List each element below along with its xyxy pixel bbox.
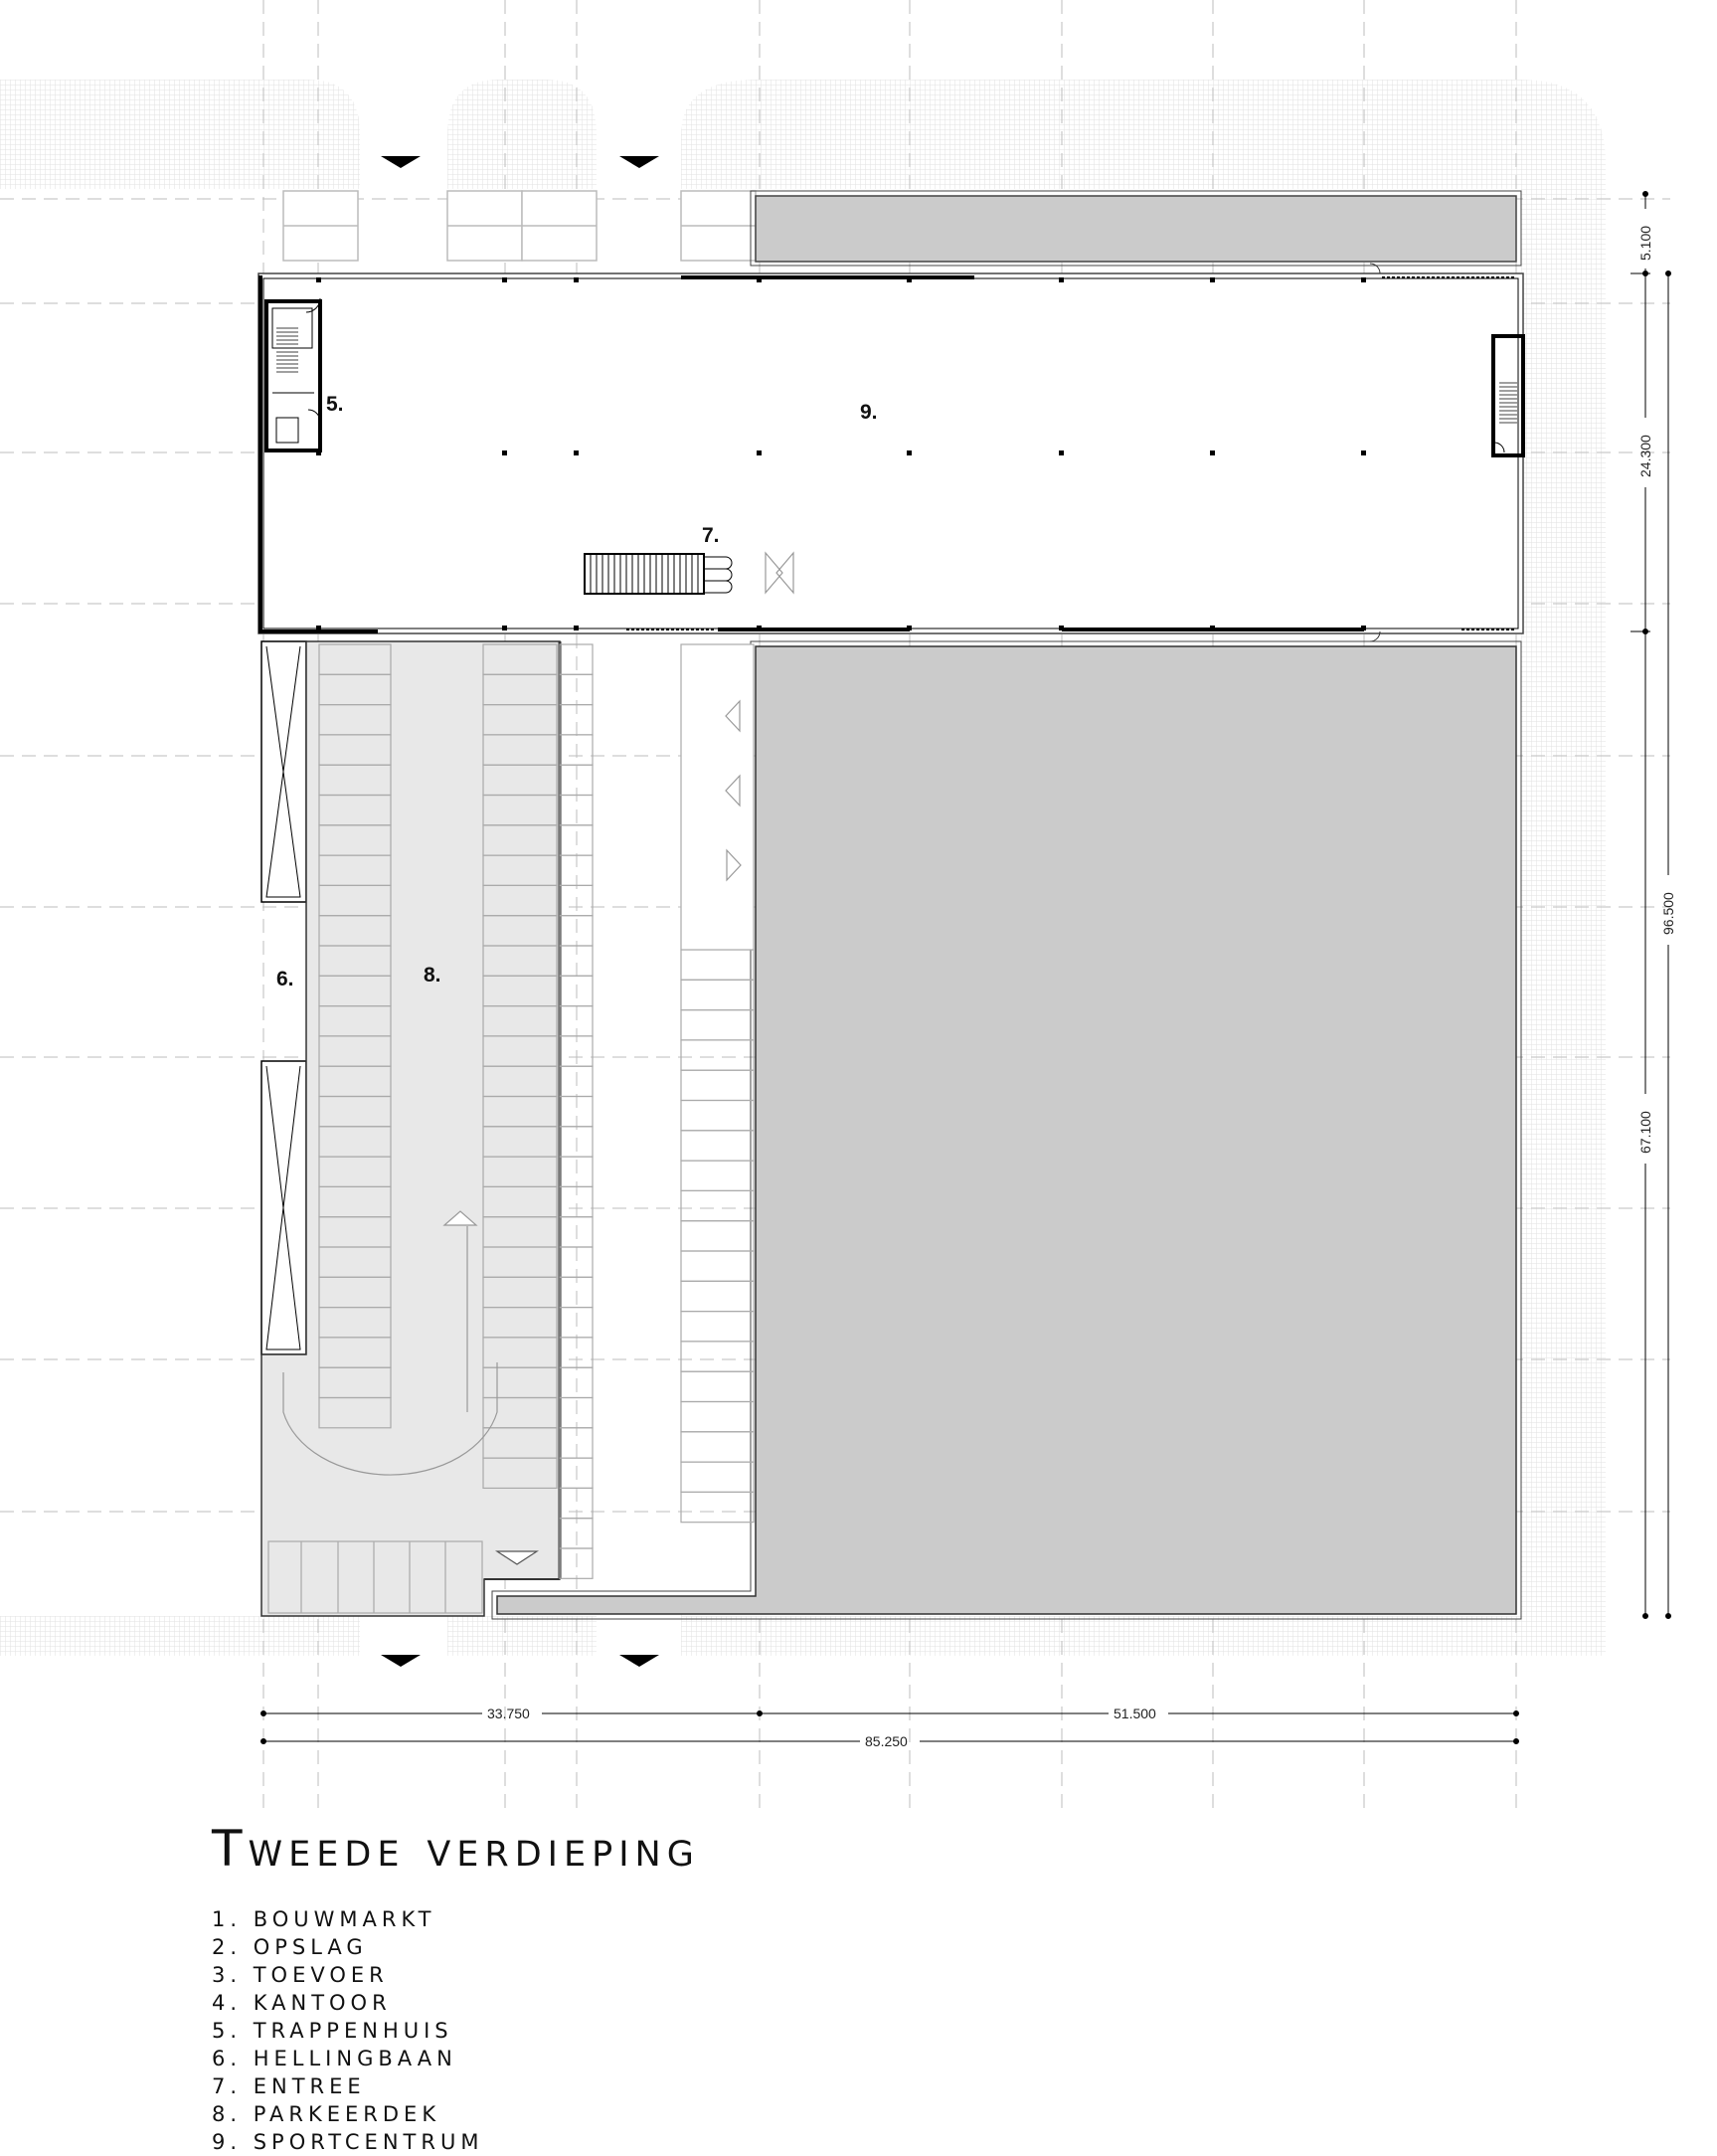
legend-item: 5. TRAPPENHUIS xyxy=(212,2019,453,2043)
label-parkeerdek: 8. xyxy=(424,964,441,987)
dim-horizontal-right: 51.500 xyxy=(1114,1706,1156,1721)
parking-bay xyxy=(681,1342,754,1371)
legend-item: 1. BOUWMARKT xyxy=(212,1907,436,1931)
legend-item: 4. KANTOOR xyxy=(212,1991,392,2015)
outdoor-parking-top xyxy=(283,191,756,261)
dim-vertical-top: 5.100 xyxy=(1637,225,1653,261)
parking-bay xyxy=(681,1161,754,1190)
parking-bay xyxy=(681,1492,754,1522)
driveway-lane xyxy=(681,644,754,950)
roof-large xyxy=(492,641,1521,1619)
arrow-top-right xyxy=(619,156,659,168)
parking-bay xyxy=(681,1010,754,1040)
hellingbaan-ramp xyxy=(261,641,306,1354)
dim-vertical-lower: 67.100 xyxy=(1637,1111,1653,1154)
parking-bay xyxy=(681,1040,754,1070)
parking-bay xyxy=(681,1312,754,1342)
label-sportcentrum: 9. xyxy=(860,401,878,424)
label-hellingbaan: 6. xyxy=(276,968,294,990)
title-block xyxy=(212,1820,700,2156)
legend xyxy=(212,1905,700,2156)
arrow-top-left xyxy=(381,156,421,168)
parking-bay xyxy=(681,1221,754,1251)
plan-title: Tweede verdieping xyxy=(212,1820,700,1878)
parking-bay xyxy=(681,1070,754,1100)
legend-item: 8. PARKEERDEK xyxy=(212,2102,441,2126)
legend-item: 6. HELLINGBAAN xyxy=(212,2047,457,2070)
parking-bay xyxy=(681,1371,754,1401)
label-entree: 7. xyxy=(702,524,720,547)
legend-item: 7. ENTREE xyxy=(212,2074,366,2098)
parking-bay xyxy=(681,1432,754,1462)
legend-item: 3. TOEVOER xyxy=(212,1963,389,1987)
legend-item: 2. OPSLAG xyxy=(212,1935,368,1959)
parking-bay xyxy=(681,1101,754,1131)
label-trappenhuis: 5. xyxy=(326,393,344,416)
parking-bay xyxy=(681,1190,754,1220)
dim-horizontal-left: 33.750 xyxy=(487,1706,530,1721)
arrow-bottom-right xyxy=(619,1655,659,1667)
arrow-bottom-left xyxy=(381,1655,421,1667)
parking-bay xyxy=(681,1251,754,1281)
parking-bay xyxy=(681,1402,754,1432)
roof-strip-top xyxy=(751,191,1521,266)
parking-bay xyxy=(681,1281,754,1311)
sportcentrum-hall xyxy=(258,264,1523,641)
parking-bay xyxy=(681,1462,754,1492)
parking-bay xyxy=(681,950,754,980)
parking-bay xyxy=(681,1131,754,1161)
dim-vertical-hall: 24.300 xyxy=(1637,435,1653,477)
parking-bay xyxy=(681,980,754,1009)
legend-item: 9. SPORTCENTRUM xyxy=(212,2130,484,2154)
parkeerdek xyxy=(261,641,560,1616)
dim-horizontal-total: 85.250 xyxy=(865,1733,908,1749)
dim-vertical-total: 96.500 xyxy=(1660,892,1676,935)
